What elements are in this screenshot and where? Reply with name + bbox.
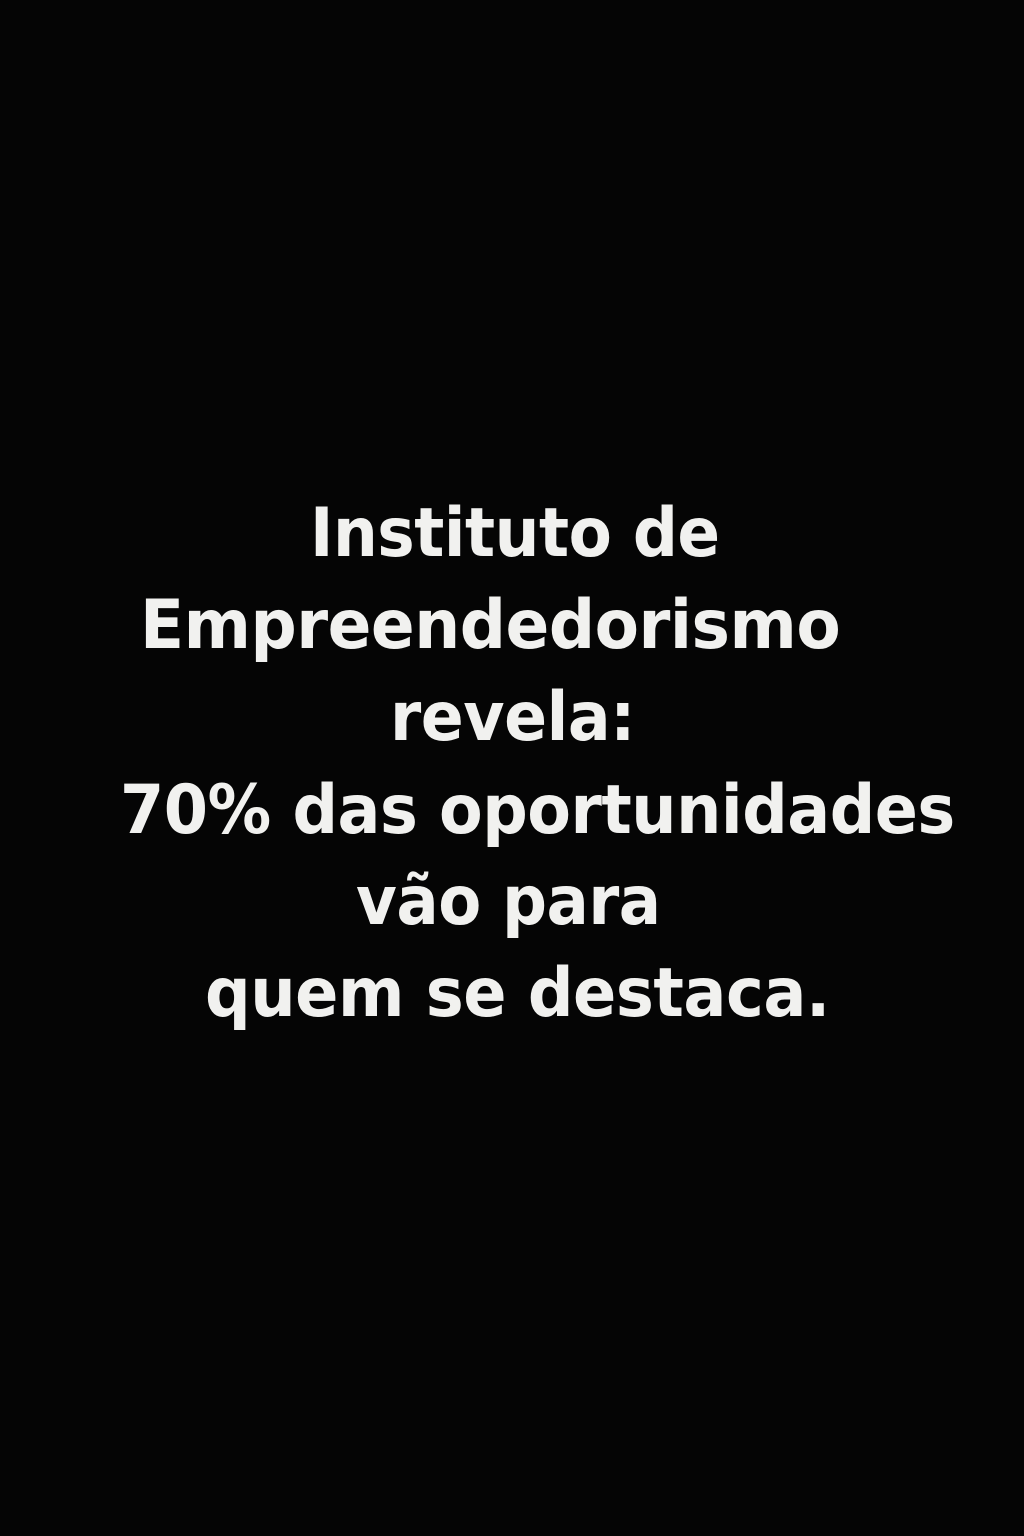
headline-line-3: revela: [390, 678, 635, 757]
headline-line-4: 70% das oportunidades [120, 771, 955, 850]
headline-line-5: vão para [356, 862, 661, 941]
headline-line-1: Instituto de [310, 494, 720, 573]
headline-line-2: Empreendedorismo [140, 586, 841, 665]
headline-line-6: quem se destaca. [205, 954, 830, 1033]
